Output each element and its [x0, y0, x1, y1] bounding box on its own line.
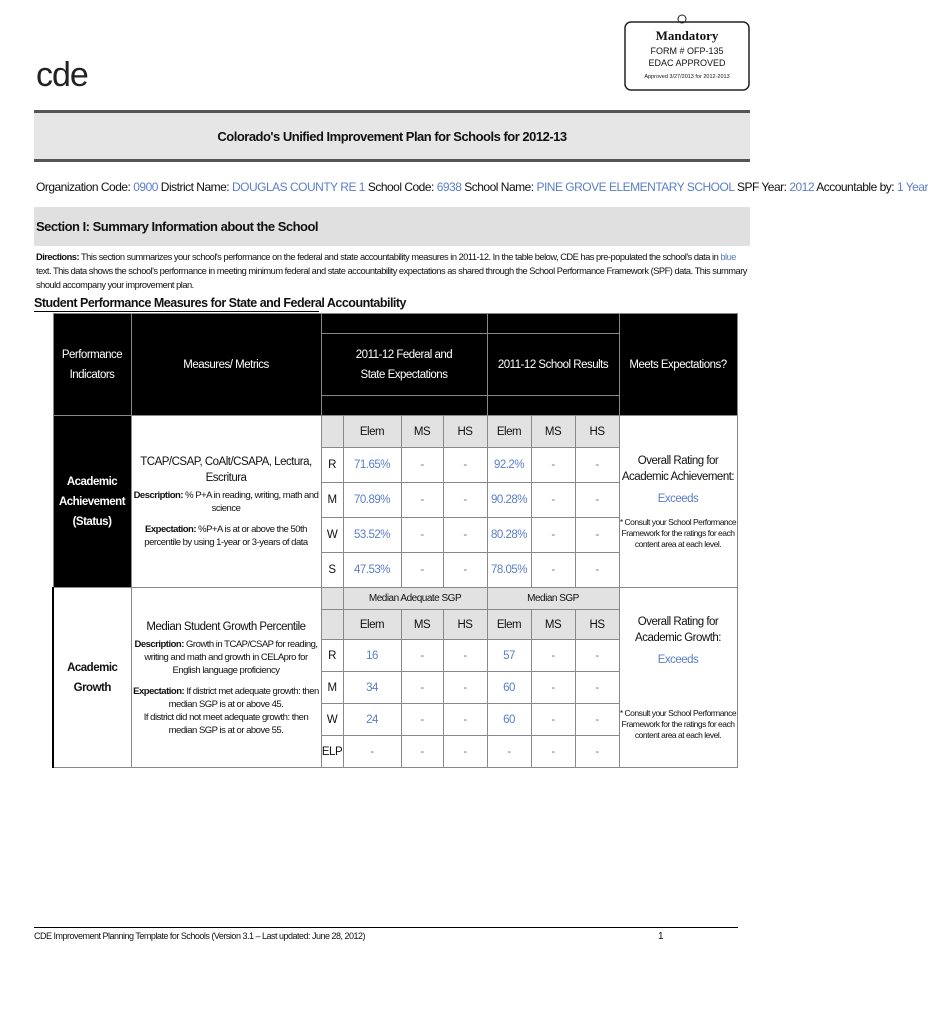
- value-cell: -: [531, 704, 575, 736]
- value-cell: -: [575, 518, 619, 553]
- value-cell: -: [443, 704, 487, 736]
- value-cell: 53.52%: [343, 518, 401, 553]
- growth-desc-label: Description:: [134, 638, 184, 650]
- growth-res-level-elem: Elem: [487, 610, 531, 640]
- value-cell: -: [443, 448, 487, 483]
- spf-year-label: SPF Year:: [736, 180, 787, 194]
- value-cell: -: [531, 553, 575, 588]
- value-cell: -: [443, 483, 487, 518]
- growth-rating: [619, 588, 737, 768]
- value-cell: 90.28%: [487, 483, 531, 518]
- header-blank-1: [321, 314, 487, 334]
- directions-text-a: This section summarizes your school's performance on the federal and state accountability measures in 2011-12. In the table below, CDE has pre-populated the school's data in: [80, 252, 719, 262]
- value-cell: -: [343, 736, 401, 768]
- directions-text-b: text. This data shows the school's performance in meeting minimum federal and state accountability expectations as shared through the School Performance Framework (SPF) data. This summary should accompany your improvement plan.: [36, 266, 747, 290]
- page-title: Colorado's Unified Improvement Plan for Schools for 2012-13: [34, 110, 750, 162]
- value-cell: -: [443, 518, 487, 553]
- growth-sub-expectations: Median Adequate SGP: [343, 588, 487, 610]
- growth-exp-level-ms: MS: [401, 610, 443, 640]
- achievement-note: * Consult your School Performance Framework for the ratings for each content area at each level.: [619, 517, 737, 549]
- value-cell: -: [531, 672, 575, 704]
- growth-exp-1: If district met adequate growth: then median SGP is at or above 45.: [168, 685, 319, 710]
- col-header-meets: Meets Expectations?: [619, 314, 737, 416]
- value-cell: -: [575, 736, 619, 768]
- achievement-rating: [619, 416, 737, 588]
- school-code-label: School Code:: [367, 180, 434, 194]
- growth-exp-level-elem: Elem: [343, 610, 401, 640]
- growth-desc: Growth in TCAP/CSAP for reading, writing and math and growth in CELApro for English language proficiency: [144, 638, 318, 676]
- value-cell: -: [401, 518, 443, 553]
- value-cell: 24: [343, 704, 401, 736]
- indicator-achievement: Academic Achievement (Status): [53, 416, 131, 588]
- value-cell: -: [575, 704, 619, 736]
- footer-divider: [34, 927, 738, 928]
- table-heading-underline: [34, 311, 319, 312]
- exp-level-ms: MS: [401, 416, 443, 448]
- growth-sub-results: Median SGP: [487, 588, 619, 610]
- subject-cell: S: [321, 553, 343, 588]
- value-cell: -: [575, 640, 619, 672]
- table-heading: Student Performance Measures for State and Federal Accountability: [34, 296, 406, 310]
- stamp-line2: FORM # OFP-135: [650, 46, 724, 56]
- value-cell: 57: [487, 640, 531, 672]
- value-cell: -: [401, 672, 443, 704]
- value-cell: -: [443, 553, 487, 588]
- school-code: 6938: [436, 180, 462, 194]
- value-cell: -: [575, 672, 619, 704]
- subject-cell: ELP: [321, 736, 343, 768]
- value-cell: -: [531, 640, 575, 672]
- value-cell: -: [401, 483, 443, 518]
- growth-exp-label: Expectation:: [133, 685, 185, 697]
- performance-table: [52, 313, 738, 768]
- org-code-label: Organization Code:: [36, 180, 131, 194]
- col-header-results: 2011-12 School Results: [487, 334, 619, 396]
- value-cell: -: [531, 448, 575, 483]
- growth-exp-2: If district did not meet adequate growth: then median SGP is at or above 55.: [143, 711, 309, 736]
- value-cell: 70.89%: [343, 483, 401, 518]
- subject-cell: W: [321, 518, 343, 553]
- stamp-line3: EDAC APPROVED: [648, 58, 726, 68]
- growth-res-level-ms: MS: [531, 610, 575, 640]
- value-cell: -: [401, 736, 443, 768]
- header-blank-2: [487, 314, 619, 334]
- header-blank-3: [321, 396, 487, 416]
- value-cell: -: [401, 448, 443, 483]
- growth-rating-value: Exceeds: [657, 654, 699, 666]
- directions-blue: blue: [720, 252, 736, 262]
- value-cell: 71.65%: [343, 448, 401, 483]
- mandatory-stamp: [622, 12, 752, 94]
- achievement-exp-label: Expectation:: [145, 524, 197, 535]
- col-header-performance: Performance Indicators: [53, 314, 131, 416]
- growth-rating-label: Overall Rating for Academic Growth:: [635, 616, 721, 644]
- achievement-rating-label: Overall Rating for Academic Achievement:: [621, 455, 735, 483]
- value-cell: -: [575, 553, 619, 588]
- exp-level-elem: Elem: [343, 416, 401, 448]
- value-cell: -: [531, 518, 575, 553]
- section-title: Section I: Summary Information about the School: [34, 207, 750, 246]
- indicator-growth: Academic Growth: [53, 588, 131, 768]
- subject-header-blank: [321, 416, 343, 448]
- district-label: District Name:: [160, 180, 230, 194]
- value-cell: 60: [487, 672, 531, 704]
- achievement-exp: %P+A is at or above the 50th percentile by using 1-year or 3-years of data: [144, 524, 308, 548]
- organization-info: [36, 180, 928, 194]
- growth-subject-blank-2: [321, 610, 343, 640]
- value-cell: -: [401, 553, 443, 588]
- value-cell: 78.05%: [487, 553, 531, 588]
- org-code: 0900: [133, 180, 158, 194]
- page-number: 1: [658, 931, 664, 942]
- district-name: DOUGLAS COUNTY RE 1: [231, 180, 365, 194]
- header-blank-4: [487, 396, 619, 416]
- res-level-elem: Elem: [487, 416, 531, 448]
- directions: [36, 250, 748, 292]
- achievement-desc-label: Description:: [133, 490, 183, 501]
- value-cell: -: [401, 640, 443, 672]
- achievement-metric: [131, 416, 321, 588]
- value-cell: -: [443, 640, 487, 672]
- growth-res-level-hs: HS: [575, 610, 619, 640]
- growth-metric-name: Median Student Growth Percentile: [146, 620, 306, 633]
- value-cell: 80.28%: [487, 518, 531, 553]
- cde-logo: cde: [36, 56, 88, 94]
- value-cell: -: [575, 483, 619, 518]
- value-cell: -: [443, 736, 487, 768]
- subject-cell: M: [321, 483, 343, 518]
- res-level-ms: MS: [531, 416, 575, 448]
- value-cell: -: [531, 736, 575, 768]
- value-cell: -: [531, 483, 575, 518]
- col-header-expectations: 2011-12 Federal and State Expectations: [321, 334, 487, 396]
- accountable-label: Accountable by:: [816, 180, 895, 194]
- accountable-value: 1 Year: [896, 180, 928, 194]
- res-level-hs: HS: [575, 416, 619, 448]
- subject-cell: R: [321, 640, 343, 672]
- directions-label: Directions:: [36, 252, 80, 262]
- school-name-label: School Name:: [464, 180, 534, 194]
- spf-year: 2012: [789, 180, 815, 194]
- achievement-metric-name: TCAP/CSAP, CoAlt/CSAPA, Lectura, Escritura: [140, 456, 312, 484]
- value-cell: -: [443, 672, 487, 704]
- value-cell: 60: [487, 704, 531, 736]
- value-cell: 16: [343, 640, 401, 672]
- footer-text: CDE Improvement Planning Template for Schools (Version 3.1 – Last updated: June 28, 2012): [34, 931, 366, 941]
- stamp-line4: Approved 3/27/2013 for 2012-2013: [644, 74, 730, 80]
- growth-note: * Consult your School Performance Framework for the ratings for each content area at each level.: [619, 708, 737, 740]
- subject-cell: M: [321, 672, 343, 704]
- value-cell: -: [487, 736, 531, 768]
- achievement-desc: % P+A in reading, writing, math and science: [185, 490, 319, 514]
- achievement-rating-value: Exceeds: [657, 493, 699, 505]
- value-cell: 47.53%: [343, 553, 401, 588]
- growth-subject-blank: [321, 588, 343, 610]
- value-cell: -: [575, 448, 619, 483]
- exp-level-hs: HS: [443, 416, 487, 448]
- col-header-measures: Measures/ Metrics: [131, 314, 321, 416]
- school-name: PINE GROVE ELEMENTARY SCHOOL: [536, 180, 735, 194]
- value-cell: -: [401, 704, 443, 736]
- growth-exp-level-hs: HS: [443, 610, 487, 640]
- subject-cell: R: [321, 448, 343, 483]
- growth-metric: [131, 588, 321, 768]
- stamp-line1: Mandatory: [655, 28, 719, 43]
- subject-cell: W: [321, 704, 343, 736]
- value-cell: 92.2%: [487, 448, 531, 483]
- value-cell: 34: [343, 672, 401, 704]
